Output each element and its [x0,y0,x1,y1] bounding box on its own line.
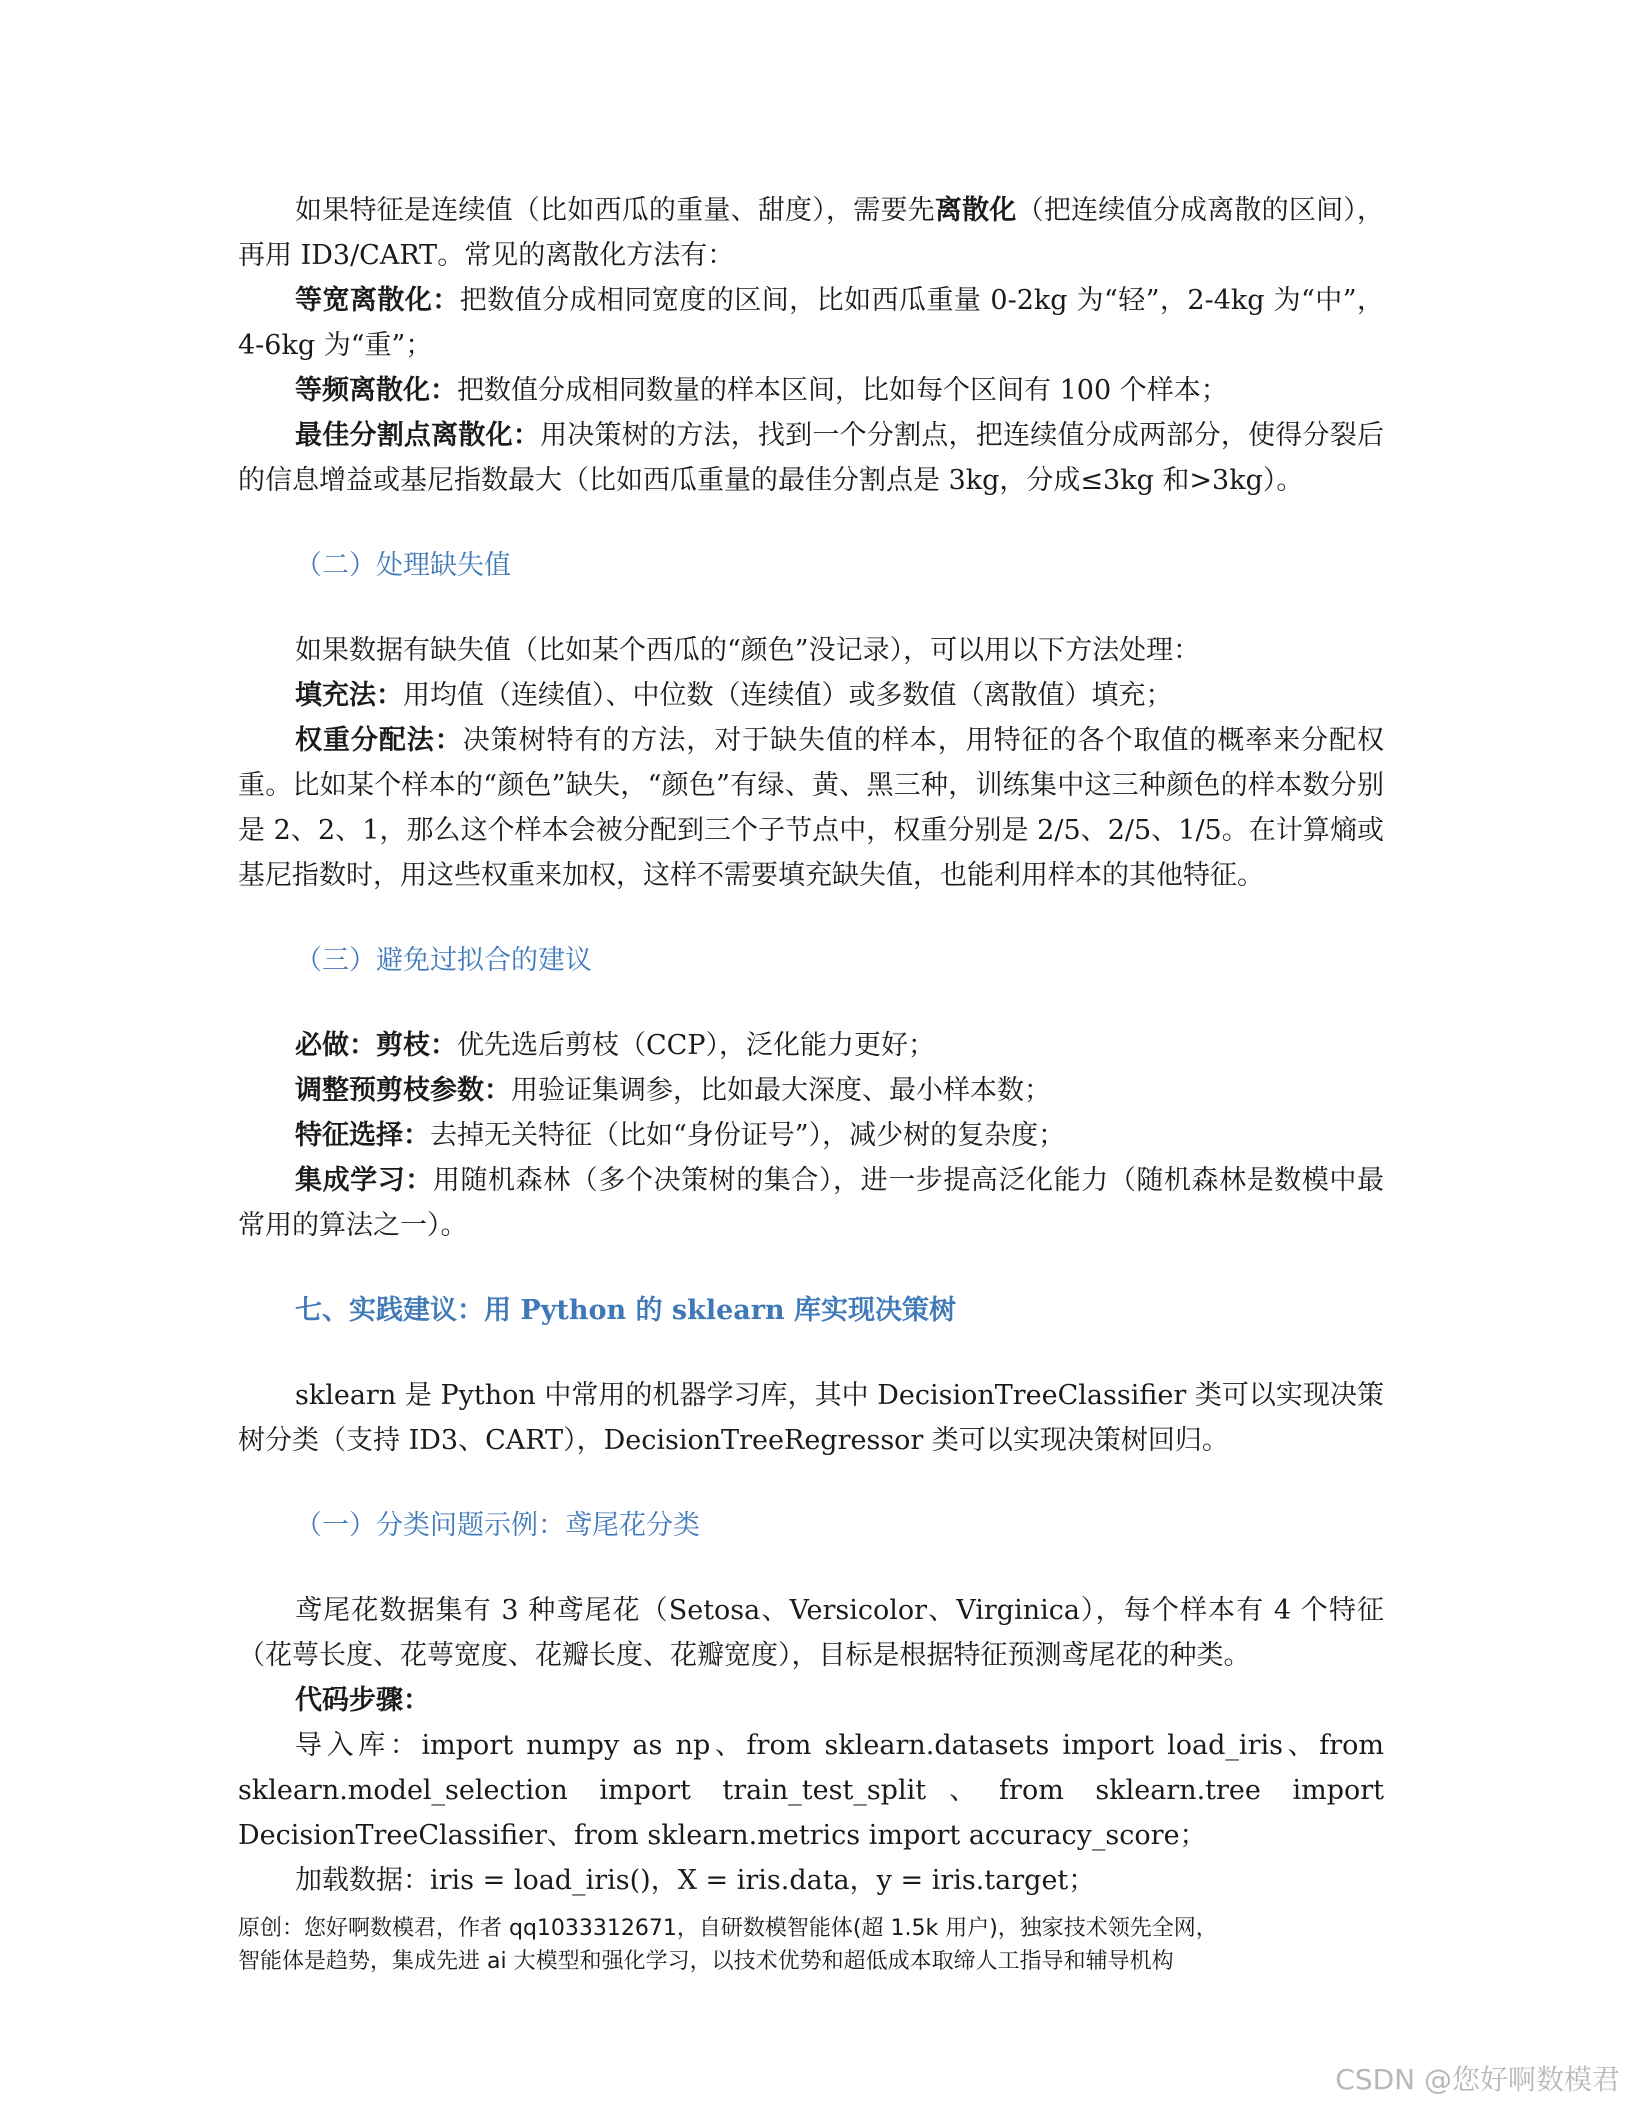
item-term: 必做：剪枝： [295,1030,457,1061]
item-term: 等频离散化： [295,375,457,406]
csdn-watermark: CSDN @您好啊数模君 [1335,2063,1620,2096]
footer-line-2: 智能体是趋势，集成先进 ai 大模型和强化学习，以技术优势和超低成本取缔人工指导和辅导机构 [238,1949,1174,1974]
discretize-intro [238,188,1384,278]
missing-item-weight [238,718,1384,898]
heading-iris-example: （一）分类问题示例：鸢尾花分类 [295,1510,700,1541]
item-text: 把数值分成相同数量的样本区间，比如每个区间有 100 个样本； [457,375,1228,406]
item-term: 权重分配法： [295,725,463,756]
code-steps-label: 代码步骤： [295,1685,430,1716]
discretize-item-equal-freq [238,368,1384,413]
discretize-item-best-split [238,413,1384,503]
item-text: 用均值（连续值）、中位数（连续值）或多数值（离散值）填充； [403,680,1173,711]
missing-item-fill [238,673,1384,718]
heading-avoid-overfit: （三）避免过拟合的建议 [295,945,592,976]
code-step-import: 导入库：import numpy as np、from sklearn.datasets import load_iris、from sklearn.model_selection import train_test_split、from sklearn.tree import DecisionTreeClassifier、from sklearn.metrics import accuracy_score； [238,1730,1384,1851]
overfit-item-ensemble [238,1158,1384,1248]
item-text: 优先选后剪枝（CCP），泛化能力更好； [457,1030,935,1061]
heading-practice: 七、实践建议：用 Python 的 sklearn 库实现决策树 [295,1295,957,1326]
document-body [238,188,1384,1903]
heading-missing-values: （二）处理缺失值 [295,550,511,581]
item-term: 填充法： [295,680,403,711]
item-term: 最佳分割点离散化： [295,420,541,451]
iris-intro: 鸢尾花数据集有 3 种鸢尾花（Setosa、Versicolor、Virginica），每个样本有 4 个特征（花萼长度、花萼宽度、花瓣长度、花瓣宽度），目标是根据特征预测鸢尾花的种类。 [238,1595,1384,1671]
overfit-item-feature [238,1113,1384,1158]
item-term: 特征选择： [295,1120,430,1151]
item-term: 等宽离散化： [295,285,460,316]
missing-intro: 如果数据有缺失值（比如某个西瓜的“颜色”没记录），可以用以下方法处理： [295,635,1201,666]
item-text: 把数值分成相同宽度的区间，比如西瓜重量 0-2kg 为“轻”，2-4kg 为“中”，4-6kg 为“重”； [238,285,1385,361]
item-text: 去掉无关特征（比如“身份证号”），减少树的复杂度； [430,1120,1066,1151]
overfit-item-prune [238,1023,1384,1068]
discretize-intro-pre: 如果特征是连续值（比如西瓜的重量、甜度），需要先 [295,195,935,226]
footer-line-1: 原创：您好啊数模君，作者 qq1033312671，自研数模智能体(超 1.5k 用户)，独家技术领先全网， [238,1916,1218,1941]
item-term: 调整预剪枝参数： [295,1075,511,1106]
code-step-load: 加载数据：iris = load_iris()，X = iris.data，y = iris.target； [295,1865,1096,1896]
discretize-intro-post: （把连续值分成离散的区间），再用 ID3/CART。常见的离散化方法有： [238,195,1385,271]
item-text: 用随机森林（多个决策树的集合），进一步提高泛化能力（随机森林是数模中最常用的算法之一）。 [238,1165,1385,1241]
item-term: 集成学习： [295,1165,433,1196]
discretize-item-equal-width [238,278,1384,368]
footer-note [238,1912,1384,1978]
discretize-intro-bold: 离散化 [934,195,1017,226]
practice-intro: sklearn 是 Python 中常用的机器学习库，其中 DecisionTreeClassifier 类可以实现决策树分类（支持 ID3、CART），DecisionTreeRegressor 类可以实现决策树回归。 [238,1380,1384,1456]
overfit-item-preprune [238,1068,1384,1113]
item-text: 用验证集调参，比如最大深度、最小样本数； [511,1075,1051,1106]
item-text: 用决策树的方法，找到一个分割点，把连续值分成两部分，使得分裂后的信息增益或基尼指数最大（比如西瓜重量的最佳分割点是 3kg，分成≤3kg 和>3kg）。 [238,420,1384,496]
item-text: 决策树特有的方法，对于缺失值的样本，用特征的各个取值的概率来分配权重。比如某个样本的“颜色”缺失，“颜色”有绿、黄、黑三种，训练集中这三种颜色的样本数分别是 2、2、1，那么这个样本会被分配到三个子节点中，权重分别是 2/5、2/5、1/5。在计算熵或基尼指数时，用这些权重来加权，这样不需要填充缺失值，也能利用样本的其他特征。 [238,725,1385,891]
